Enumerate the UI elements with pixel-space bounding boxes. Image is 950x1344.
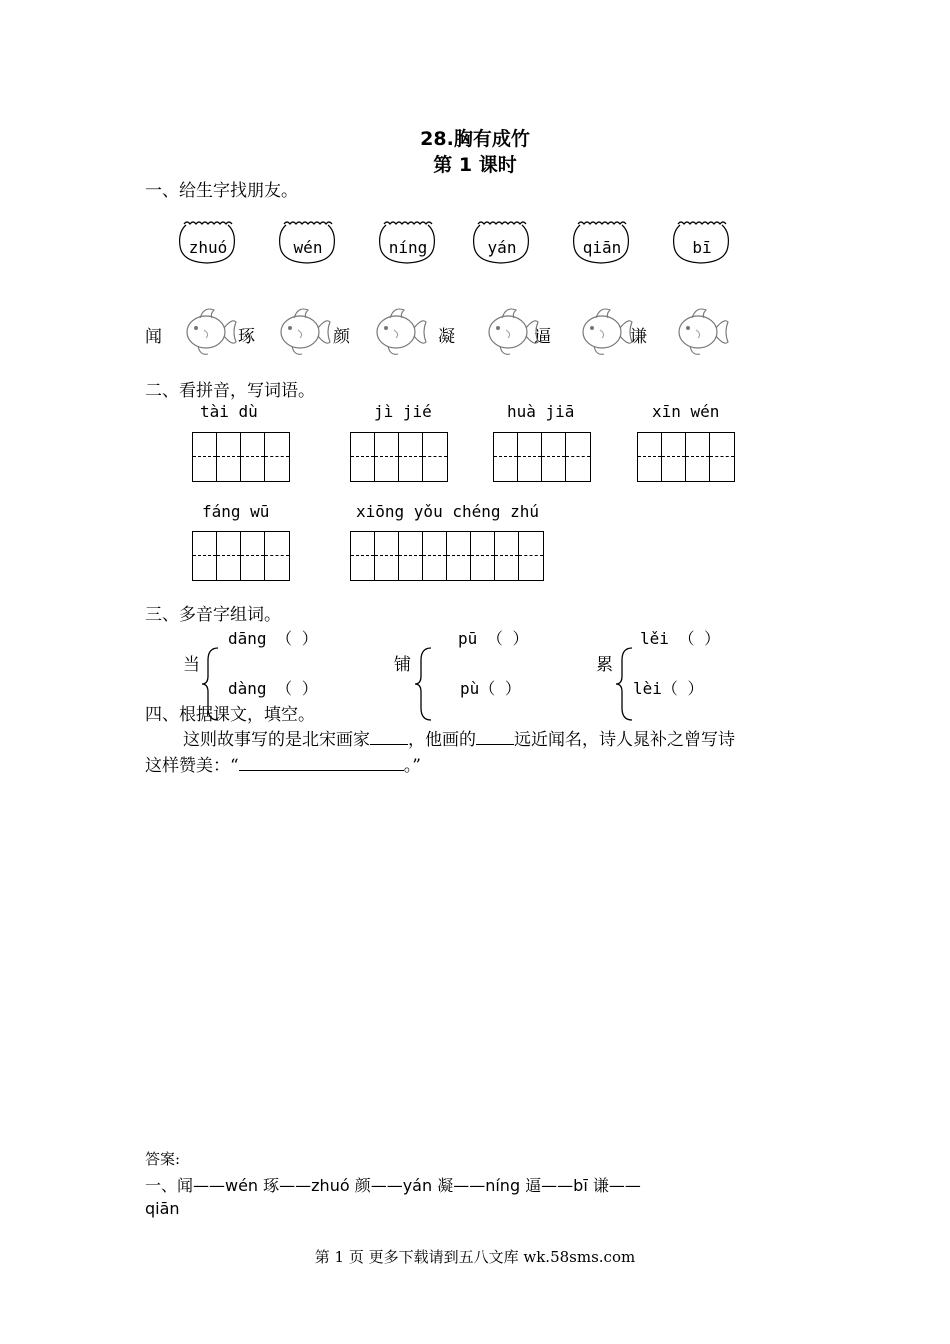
hanzi-char: 凝 (438, 327, 455, 347)
page-title: 28.胸有成竹 (420, 128, 530, 150)
fish-icon (278, 304, 332, 360)
polyphone-lei3: lěi （ ） (640, 629, 721, 648)
jar-pinyin: níng (388, 238, 428, 257)
jar-pinyin: bī (692, 238, 712, 257)
hanzi-char: 谦 (630, 327, 647, 347)
writing-grid[interactable] (637, 432, 735, 482)
fill-text: 远近闻名，诗人晁补之曾写诗 (514, 730, 735, 750)
fill-text: 。” (403, 756, 421, 776)
section1-heading: 一、给生字找朋友。 (145, 181, 298, 201)
fill-blank[interactable] (476, 744, 514, 745)
polyphone-pu4: pù（ ） (460, 679, 521, 698)
fish-icon (486, 304, 540, 360)
jar-icon (378, 218, 436, 266)
answers-line-1: 一、闻——wén 琢——zhuó 颜——yán 凝——níng 逼——bī 谦—— (145, 1176, 641, 1195)
jar-icon (178, 218, 236, 266)
fill-text: ，他画的 (408, 730, 476, 750)
polyphone-pu1: pū （ ） (458, 629, 529, 648)
polyphone-lei4: lèi（ ） (633, 679, 704, 698)
fish-icon (184, 304, 238, 360)
pinyin-huajia: huà jiā (507, 402, 575, 421)
section3-heading: 三、多音字组词。 (145, 605, 281, 625)
polyphone-char-lei: 累 (596, 655, 613, 675)
fish-icon (580, 304, 634, 360)
writing-grid[interactable] (350, 531, 544, 581)
jar-pinyin: yán (487, 238, 517, 257)
answers-label: 答案: (145, 1150, 181, 1168)
jar-icon (672, 218, 730, 266)
answers-line-2: qiān (145, 1199, 180, 1218)
left-brace-icon (413, 646, 435, 722)
fill-line-1 (183, 725, 735, 750)
writing-grid[interactable] (192, 432, 290, 482)
writing-grid[interactable] (493, 432, 591, 482)
pinyin-xiongyouchengzhu: xiōng yǒu chéng zhú (356, 502, 540, 521)
fish-icon (676, 304, 730, 360)
polyphone-dang4: dàng （ ） (228, 679, 318, 698)
pinyin-taidu: tài dù (200, 402, 258, 421)
polyphone-char-dang: 当 (183, 655, 200, 675)
jar-icon (278, 218, 336, 266)
pinyin-jijie: jì jié (374, 402, 432, 421)
fill-blank[interactable] (370, 744, 408, 745)
jar-icon (572, 218, 630, 266)
jar-pinyin: wén (293, 238, 323, 257)
fill-text: 这则故事写的是北宋画家 (183, 730, 370, 750)
hanzi-char: 琢 (238, 327, 255, 347)
fish-icon (374, 304, 428, 360)
fill-text: 这样赞美：“ (145, 756, 239, 776)
pinyin-fangwu: fáng wū (202, 502, 270, 521)
polyphone-char-pu: 铺 (394, 655, 411, 675)
page-footer: 第 1 页 更多下载请到五八文库 wk.58sms.com (314, 1248, 636, 1266)
section2-heading: 二、看拼音，写词语。 (145, 381, 315, 401)
jar-pinyin: qiān (582, 238, 622, 257)
fill-blank[interactable] (239, 770, 404, 771)
jar-icon (472, 218, 530, 266)
pinyin-xinwen: xīn wén (652, 402, 720, 421)
writing-grid[interactable] (350, 432, 448, 482)
fill-line-2 (145, 751, 421, 776)
polyphone-dang1: dāng （ ） (228, 629, 318, 648)
left-brace-icon (614, 646, 636, 722)
hanzi-char: 闻 (145, 327, 162, 347)
hanzi-char: 逼 (534, 327, 551, 347)
section4-heading: 四、根据课文，填空。 (145, 705, 315, 725)
writing-grid[interactable] (192, 531, 290, 581)
jar-pinyin: zhuó (188, 238, 228, 257)
lesson-subtitle: 第 1 课时 (433, 154, 517, 176)
hanzi-char: 颜 (333, 327, 350, 347)
